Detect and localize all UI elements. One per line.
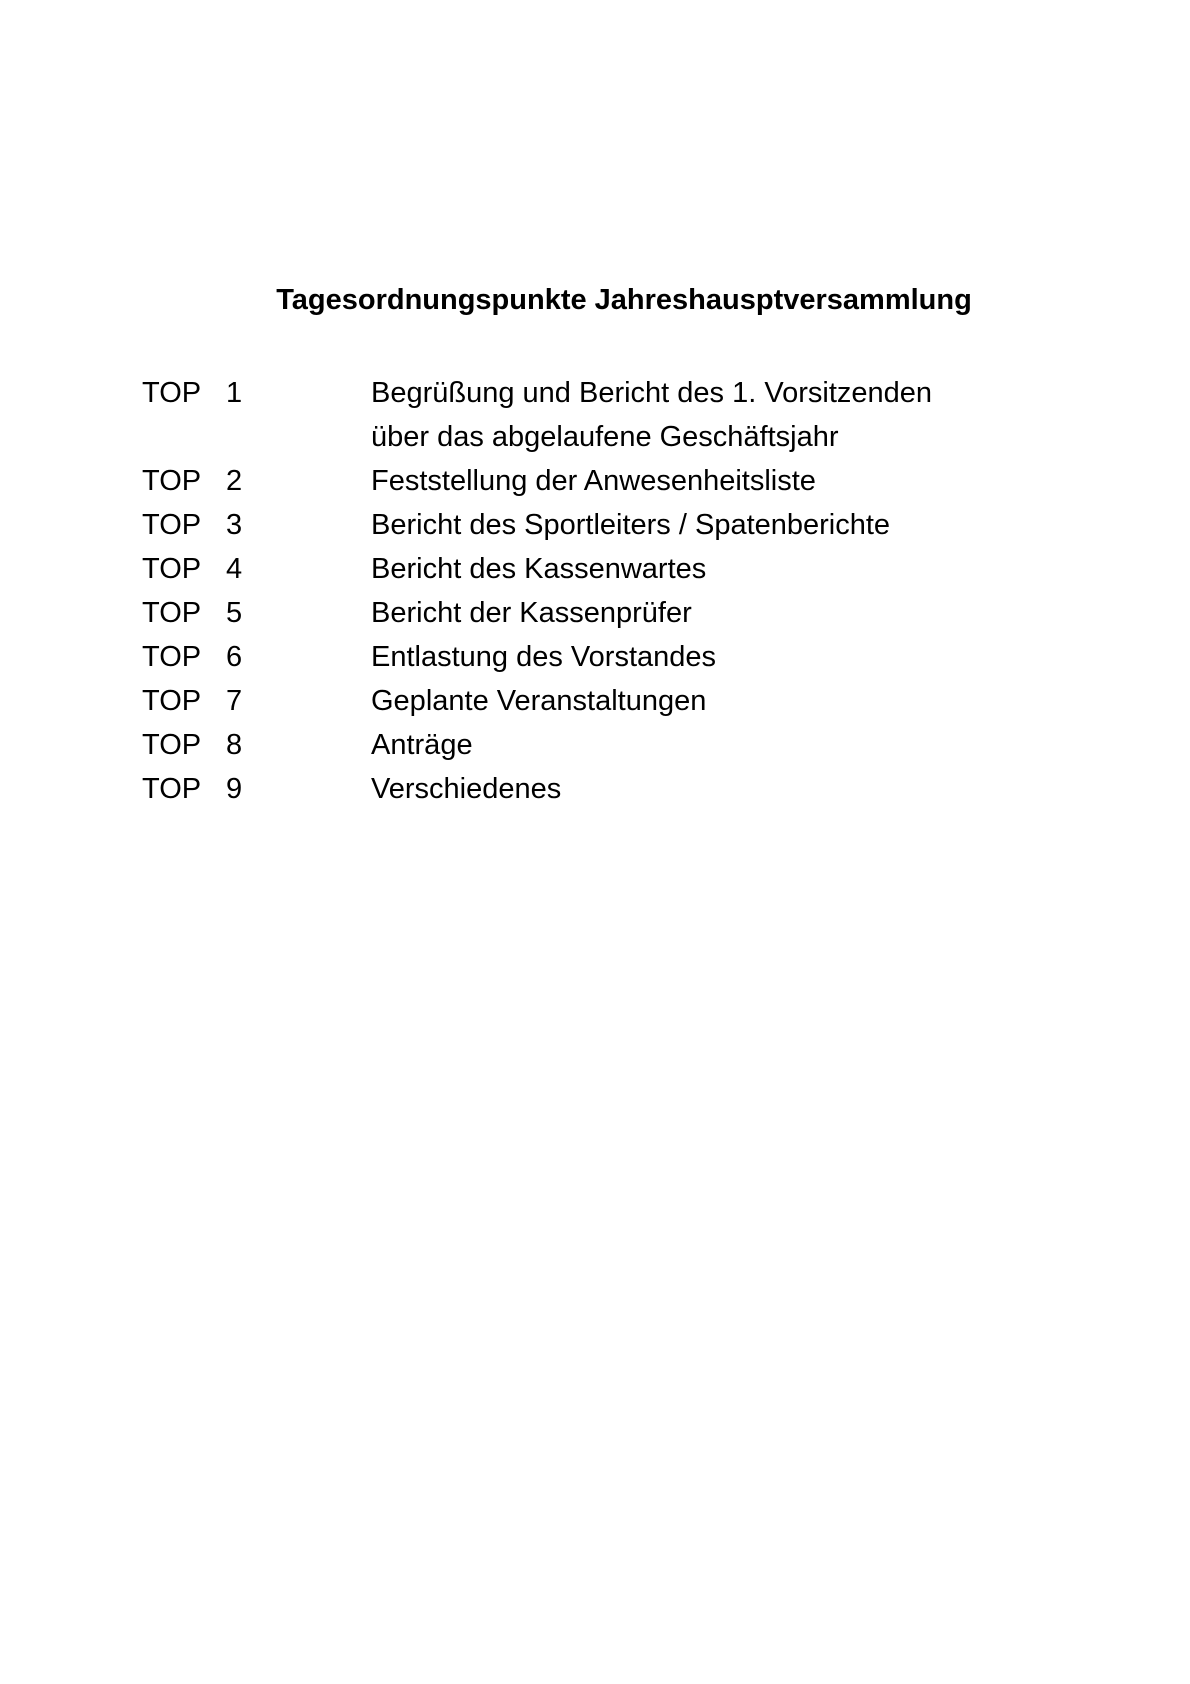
- agenda-item-number: 5: [226, 597, 243, 629]
- agenda-item-text: Bericht des Sportleiters / Spatenberichte: [371, 509, 891, 541]
- agenda-item: [142, 635, 1102, 679]
- agenda-list: [142, 371, 1102, 811]
- agenda-item-number: 8: [226, 729, 243, 761]
- agenda-item-number: 7: [226, 685, 243, 717]
- agenda-item: [142, 503, 1102, 547]
- agenda-item: [142, 591, 1102, 635]
- agenda-item: [142, 547, 1102, 591]
- agenda-item-text: Geplante Veranstaltungen: [371, 685, 707, 717]
- agenda-item: [142, 679, 1102, 723]
- agenda-item-text: Entlastung des Vorstandes: [371, 641, 717, 673]
- agenda-item-text-line: Begrüßung und Bericht des 1. Vorsitzenden: [371, 377, 933, 409]
- agenda-item-label: TOP: [142, 553, 202, 585]
- agenda-item: [142, 723, 1102, 767]
- agenda-item-label: TOP: [142, 773, 202, 805]
- agenda-item-number: 6: [226, 641, 243, 673]
- agenda-item-number: 9: [226, 773, 243, 805]
- agenda-item-number: 1: [226, 377, 243, 409]
- agenda-item: [142, 767, 1102, 811]
- agenda-item-label: TOP: [142, 377, 202, 409]
- agenda-item-label: TOP: [142, 641, 202, 673]
- agenda-item-label: TOP: [142, 685, 202, 717]
- agenda-item-label: TOP: [142, 597, 202, 629]
- agenda-item-text: Bericht der Kassenprüfer: [371, 597, 692, 629]
- agenda-item-text: Verschiedenes: [371, 773, 562, 805]
- agenda-item-text: Anträge: [371, 729, 473, 761]
- agenda-item: [142, 459, 1102, 503]
- agenda-item-number: 4: [226, 553, 243, 585]
- agenda-item-number: 3: [226, 509, 243, 541]
- agenda-item-text: [371, 371, 1102, 459]
- document-title: Tagesordnungspunkte Jahreshausptversammlung: [276, 284, 972, 316]
- agenda-item-text: Feststellung der Anwesenheitsliste: [371, 465, 816, 497]
- agenda-item-text-line: über das abgelaufene Geschäftsjahr: [371, 421, 839, 453]
- agenda-item-label: TOP: [142, 509, 202, 541]
- agenda-item-number: 2: [226, 465, 243, 497]
- agenda-item: [142, 371, 1102, 459]
- agenda-item-text: Bericht des Kassenwartes: [371, 553, 707, 585]
- agenda-item-label: TOP: [142, 465, 202, 497]
- agenda-item-label: TOP: [142, 729, 202, 761]
